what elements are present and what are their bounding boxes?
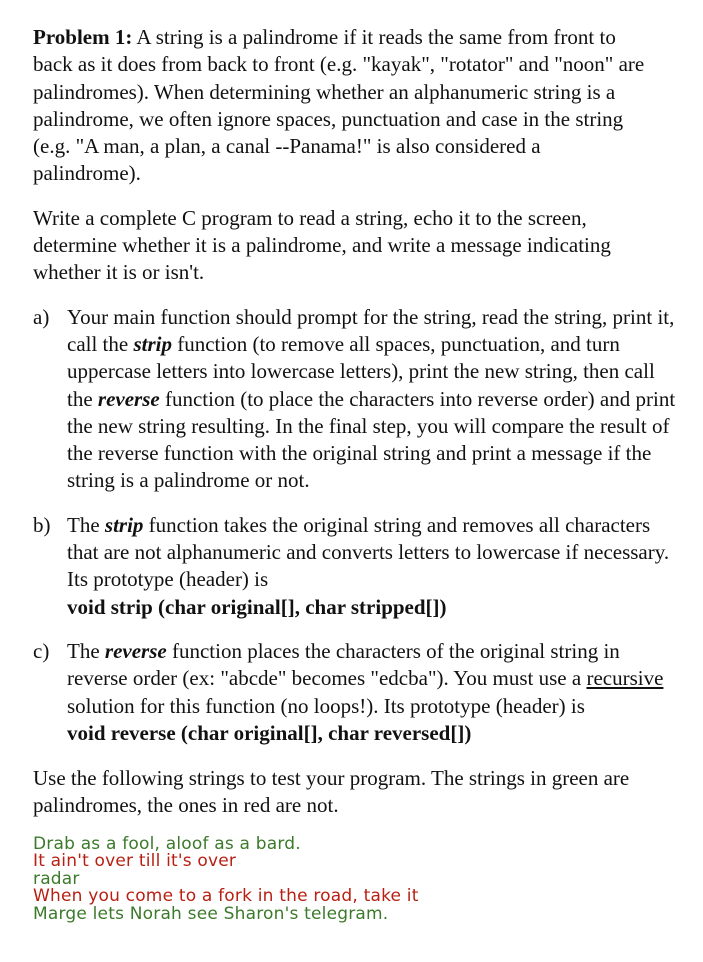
- item-b-label: b): [33, 512, 51, 537]
- problem-intro: [33, 24, 653, 188]
- strip-prototype: void strip (char original[], char stripped[]): [67, 594, 447, 619]
- item-b: [33, 512, 683, 621]
- problem-intro-text: A string is a palindrome if it reads the same from front to back as it does from back to front (e.g. "kayak", "rotator" and "noon" are palindromes). When determining whether an alphanumeric string is a palindrome, we often ignore spaces, punctuation and case in the string (e.g. "A man, a plan, a canal --Panama!" is also considered a palindrome).: [33, 25, 645, 186]
- test-string: Drab as a fool, aloof as a bard.: [33, 833, 301, 854]
- test-strings: [33, 833, 683, 924]
- item-a: [33, 304, 683, 495]
- item-a-label: a): [33, 304, 50, 329]
- reverse-prototype: void reverse (char original[], char reversed[]): [67, 720, 472, 745]
- test-string: radar: [33, 868, 80, 889]
- test-intro: Use the following strings to test your program. The strings in green are palindromes, the ones in red are not.: [33, 766, 630, 818]
- reverse-function-name: reverse: [97, 386, 160, 411]
- recursive-underlined: recursive: [586, 666, 664, 691]
- item-c: [33, 638, 683, 747]
- reverse-function-name: reverse: [104, 638, 167, 663]
- problem-label: Problem 1:: [33, 25, 133, 49]
- item-c-text: The reverse function places the characters of the original string in reverse order (ex: "abcde" becomes "edcba"). You must use a recursive solution for this function (no loops!). Its prototype (header) is void reverse (char original[], char reversed[]): [67, 638, 664, 745]
- item-c-label: c): [33, 638, 50, 663]
- item-a-text: Your main function should prompt for the string, read the string, print it, call the strip function (to remove all spaces, punctuation, and turn uppercase letters into lowercase letters), print the new string, then call the reverse function (to place the characters into reverse order) and print the new string resulting. In the final step, you will compare the result of the reverse function with the original string and print a message if the string is a palindrome or not.: [67, 304, 676, 493]
- test-string: It ain't over till it's over: [33, 851, 237, 872]
- test-string: Marge lets Norah see Sharon's telegram.: [33, 903, 389, 924]
- strip-function-name: strip: [133, 331, 172, 356]
- item-b-text: The strip function takes the original string and removes all characters that are not alphanumeric and converts letters to lowercase if necessary. Its prototype (header) is void strip (char original[], char stripped[]): [67, 512, 670, 619]
- task-description: Write a complete C program to read a string, echo it to the screen, determine whether it is a palindrome, and write a message indicating whether it is or isn't.: [33, 205, 611, 285]
- strip-function-name: strip: [104, 512, 144, 537]
- test-string: When you come to a fork in the road, take it: [33, 886, 419, 907]
